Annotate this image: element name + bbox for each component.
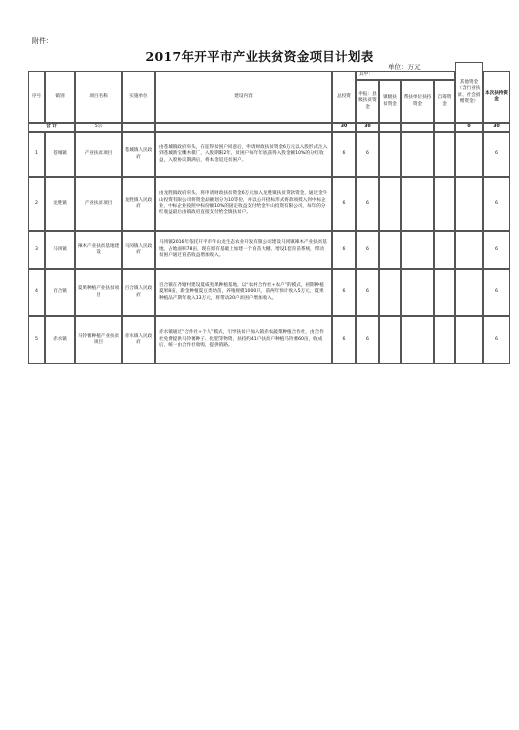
row-5-project: 马铃薯种植产业扶贫项目: [75, 316, 122, 364]
total-content-empty: [155, 123, 332, 132]
header-self-fund: 自筹资金: [434, 80, 455, 123]
header-village-fund: 帮扶单位扶持资金: [401, 80, 434, 123]
row-2-town: 龙胜镇: [45, 177, 75, 231]
row-3-self-fund: [434, 231, 455, 269]
row-1-this: 6: [483, 132, 510, 177]
row-5-content: 赤水镇通过“合作社+个人”模式，引导扶贫户加入镇赤农蔬菜种植合作社，由合作社免费提供马铃薯种子、化肥等物资，扶持约41户扶贫户种植马铃薯60亩，收成后，统一由合作社收购，提供销路。: [155, 316, 332, 364]
row-4-town-fund: [379, 269, 401, 316]
row-4-total: 6: [332, 269, 356, 316]
header-other-fund: 其他资金（含行业扶贫、社会捐赠资金）: [455, 62, 483, 123]
row-2-village-fund: [401, 177, 434, 231]
row-4-town: 百合镇: [45, 269, 75, 316]
row-1-other-fund: [455, 132, 483, 177]
row-1-town: 苍城镇: [45, 132, 75, 177]
row-3-village-fund: [401, 231, 434, 269]
row-2-project: 产业扶贫项目: [75, 177, 122, 231]
total-town-empty: [379, 123, 401, 132]
row-1-province: 6: [356, 132, 379, 177]
total-other: 0: [455, 123, 483, 132]
row-4-this: 6: [483, 269, 510, 316]
header-project: 项目名称: [75, 71, 122, 123]
row-3-project: 辣木产业扶贫基地建设: [75, 231, 122, 269]
unit-label: 单位：万元: [388, 63, 421, 71]
header-seq: 序号: [28, 71, 45, 123]
row-2-self-fund: [434, 177, 455, 231]
total-self-empty: [434, 123, 455, 132]
total-village-empty: [401, 123, 434, 132]
row-3-this: 6: [483, 231, 510, 269]
row-3-other-fund: [455, 231, 483, 269]
row-4-project: 夏果种植产业扶贫项目: [75, 269, 122, 316]
row-2-other-fund: [455, 177, 483, 231]
row-5-other-fund: [455, 316, 483, 364]
total-total: 30: [332, 123, 356, 132]
row-5-village-fund: [401, 316, 434, 364]
page-title: 2017年开平市产业扶贫资金项目计划表: [145, 49, 374, 64]
row-1-total: 6: [332, 132, 356, 177]
row-3-unit: 马冈镇人民政府: [122, 231, 155, 269]
row-3-seq: 3: [28, 231, 45, 269]
row-1-seq: 1: [28, 132, 45, 177]
header-province-fund: 申报：县级扶贫资金: [356, 80, 379, 123]
total-province: 30: [356, 123, 379, 132]
row-2-province: 6: [356, 177, 379, 231]
row-1-town-fund: [379, 132, 401, 177]
row-5-this: 6: [483, 316, 510, 364]
row-5-province: 6: [356, 316, 379, 364]
row-2-unit: 龙胜镇人民政府: [122, 177, 155, 231]
row-5-town-fund: [379, 316, 401, 364]
header-unit: 实施单位: [122, 71, 155, 123]
total-label: 合 计: [28, 123, 75, 132]
row-4-unit: 百合镇人民政府: [122, 269, 155, 316]
total-count: 5宗: [75, 123, 122, 132]
row-2-town-fund: [379, 177, 401, 231]
header-town-fund: 镇级扶贫资金: [379, 80, 401, 123]
header-of-which: 其中：: [356, 71, 455, 80]
row-3-total: 6: [332, 231, 356, 269]
row-1-self-fund: [434, 132, 455, 177]
row-4-other-fund: [455, 269, 483, 316]
row-5-unit: 赤水镇人民政府: [122, 316, 155, 364]
total-this: 30: [483, 123, 510, 132]
row-1-project: 产业扶贫项目: [75, 132, 122, 177]
header-this-fund: 本次扶持资金: [483, 71, 510, 123]
row-2-total: 6: [332, 177, 356, 231]
row-1-village-fund: [401, 132, 434, 177]
header-town: 镇别: [45, 71, 75, 123]
row-2-seq: 2: [28, 177, 45, 231]
row-5-total: 6: [332, 316, 356, 364]
row-2-this: 6: [483, 177, 510, 231]
row-5-self-fund: [434, 316, 455, 364]
header-total: 总投资: [332, 71, 356, 123]
row-2-content: 由龙胜镇政府牵头，将申请财政扶贫资金6万元加入龙胜镇扶贫贷款资金，通过金牛山投资有限公司将资金品额划分为10等份，并以公开招标形式将款项授入到中标企业，中标企业按照中标份额10%的固定收益支付给金牛山投资有限公司，每年的分红收益最后由镇政府直接支付给全镇扶贫户。: [155, 177, 332, 231]
row-3-content: 马冈镇2016年依托开平市牛山龙生态农业开发有限公司建设马冈镇辣木产业扶贫基地，占地面积78亩，现在原有基础上加建一个育苗大棚，增设1套育苗系统，带动贫困户通过育苗收益增加收入。: [155, 231, 332, 269]
row-3-province: 6: [356, 231, 379, 269]
row-4-village-fund: [401, 269, 434, 316]
attachment-label: 附件：: [32, 37, 53, 45]
row-3-town-fund: [379, 231, 401, 269]
row-4-seq: 4: [28, 269, 45, 316]
total-unit-empty: [122, 123, 155, 132]
header-content: 建设内容: [155, 71, 332, 123]
row-4-content: 百合镇在齐塘村建设夏威夷果种植基地，以“农村合作社+农户”的模式，初期种植夏果8亩，新金种植夏豆类幼苗，养殖规模1000只，前两年预计收入5万元，夏果种植品产期年收入13万元，将带动20户贫困户增加收入。: [155, 269, 332, 316]
row-5-town: 赤水镇: [45, 316, 75, 364]
row-4-self-fund: [434, 269, 455, 316]
row-5-seq: 5: [28, 316, 45, 364]
row-1-content: 由苍城镇政府牵头，在征得贫困户同意后，申请财政扶贫资金6万元以入股形式注入到苍城新宝雕木模厂，入股期限2年，贫困户每年年底获得入股金额10%的分红收益，入股协议期满后，将本金返还贫困户。: [155, 132, 332, 177]
row-3-town: 马冈镇: [45, 231, 75, 269]
row-4-province: 6: [356, 269, 379, 316]
row-1-unit: 苍城镇人民政府: [122, 132, 155, 177]
